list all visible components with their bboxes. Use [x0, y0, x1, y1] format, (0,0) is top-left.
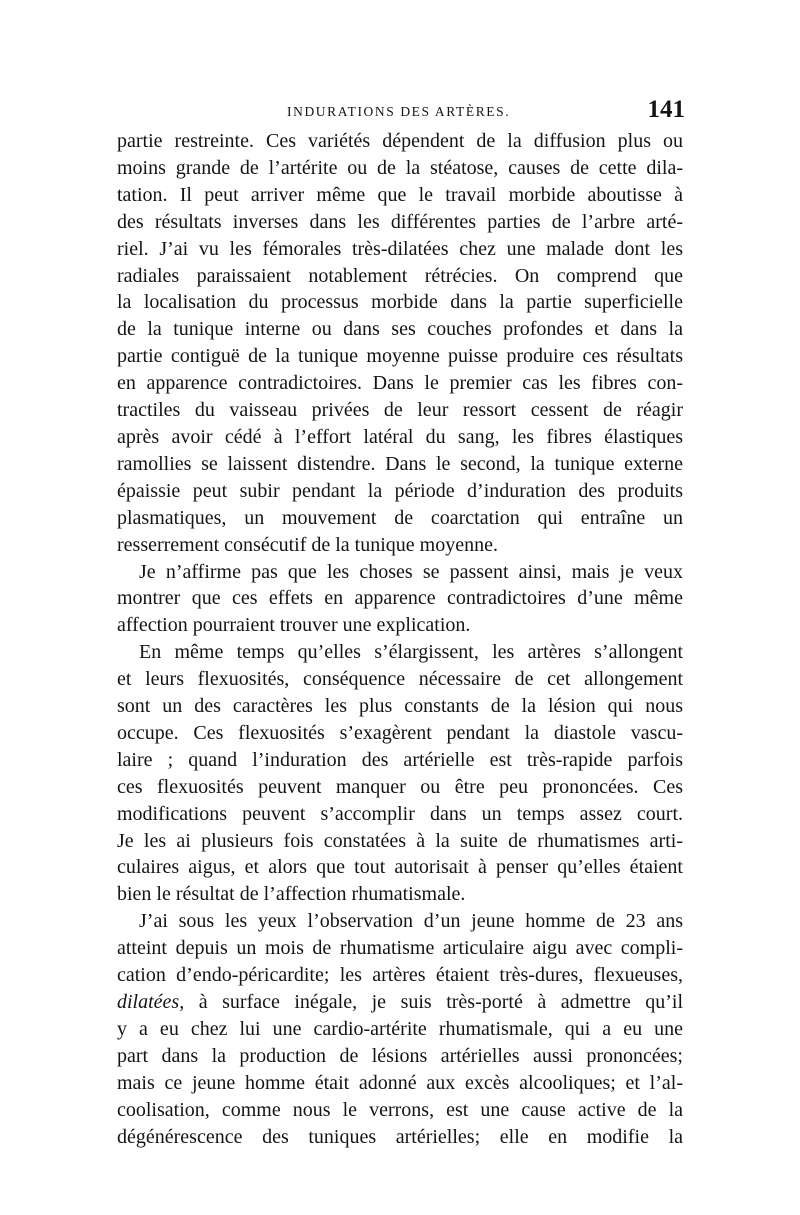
text-line: ramollies se laissent distendre. Dans le second, la tunique externe — [117, 452, 683, 475]
text-line: resserrement consécutif de la tunique moyenne. — [117, 533, 498, 556]
text-line: ces flexuosités peuvent manquer ou être peu prononcées. Ces — [117, 775, 683, 798]
book-page — [117, 92, 683, 1150]
text-line: de la tunique interne ou dans ses couches profondes et dans la — [117, 318, 683, 341]
text-line: bien le résultat de l’affection rhumatismale. — [117, 883, 466, 906]
page-header — [117, 92, 683, 128]
text-line: riel. J’ai vu les fémorales très-dilatées chez une malade dont les — [117, 237, 683, 260]
text-line: en apparence contradictoires. Dans le premier cas les fibres con- — [117, 372, 683, 395]
text-line: la localisation du processus morbide dans la partie superficielle — [117, 291, 683, 314]
text-segment: à surface inégale, je suis très-porté à admettre qu’il — [184, 991, 683, 1013]
text-line: y a eu chez lui une cardio-artérite rhumatismale, qui a eu une — [117, 1017, 683, 1040]
text-line: affection pourraient trouver une explication. — [117, 614, 471, 637]
text-line: mais ce jeune homme était adonné aux excès alcooliques; et l’al- — [117, 1071, 683, 1094]
text-line: épaissie peut subir pendant la période d’induration des produits — [117, 479, 683, 502]
text-line: tractiles du vaisseau privées de leur ressort cessent de réagir — [117, 399, 683, 422]
text-line: part dans la production de lésions artérielles aussi prononcées; — [117, 1044, 683, 1067]
body-text — [117, 128, 683, 1150]
text-line: plasmatiques, un mouvement de coarctation qui entraîne un — [117, 506, 683, 529]
text-line: partie restreinte. Ces variétés dépendent de la diffusion plus ou — [117, 130, 683, 152]
text-line: moins grande de l’artérite ou de la stéatose, causes de cette dila- — [117, 156, 683, 179]
text-line: atteint depuis un mois de rhumatisme articulaire aigu avec compli- — [117, 937, 683, 960]
text-line: laire ; quand l’induration des artérielle est très-rapide parfois — [117, 748, 683, 771]
text-line: culaires aigus, et alors que tout autorisait à penser qu’elles étaient — [117, 856, 683, 879]
text-line: occupe. Ces flexuosités s’exagèrent pendant la diastole vascu- — [117, 721, 683, 744]
running-head: INDURATIONS DES ARTÈRES. — [287, 104, 511, 119]
text-line: montrer que ces effets en apparence contradictoires d’une même — [117, 587, 683, 610]
text-line: En même temps qu’elles s’élargissent, les artères s’allongent — [139, 641, 683, 664]
text-line-mixed — [117, 989, 683, 1016]
text-line: radiales paraissaient notablement rétrécies. On comprend que — [117, 264, 683, 287]
text-line: J’ai sous les yeux l’observation d’un jeune homme de 23 ans — [139, 910, 683, 933]
text-line: dégénérescence des tuniques artérielles; elle en modifie la — [117, 1125, 683, 1148]
text-line: partie contiguë de la tunique moyenne puisse produire ces résultats — [117, 345, 683, 368]
italic-word: dilatées, — [117, 991, 185, 1013]
text-line: coolisation, comme nous le verrons, est une cause active de la — [117, 1098, 683, 1121]
text-line: après avoir cédé à l’effort latéral du sang, les fibres élastiques — [117, 425, 683, 448]
text-line: des résultats inverses dans les différentes parties de l’arbre arté- — [117, 210, 683, 233]
text-line: tation. Il peut arriver même que le travail morbide aboutisse à — [117, 183, 683, 206]
text-line: sont un des caractères les plus constants de la lésion qui nous — [117, 695, 683, 718]
text-line: modifications peuvent s’accomplir dans un temps assez court. — [117, 802, 683, 825]
text-line: Je les ai plusieurs fois constatées à la suite de rhumatismes arti- — [117, 829, 683, 852]
text-line: cation d’endo-péricardite; les artères étaient très-dures, flexueuses, — [117, 964, 683, 987]
text-line: Je n’affirme pas que les choses se passent ainsi, mais je veux — [139, 560, 683, 583]
text-line: et leurs flexuosités, conséquence nécessaire de cet allongement — [117, 668, 683, 691]
page-number: 141 — [647, 96, 685, 123]
